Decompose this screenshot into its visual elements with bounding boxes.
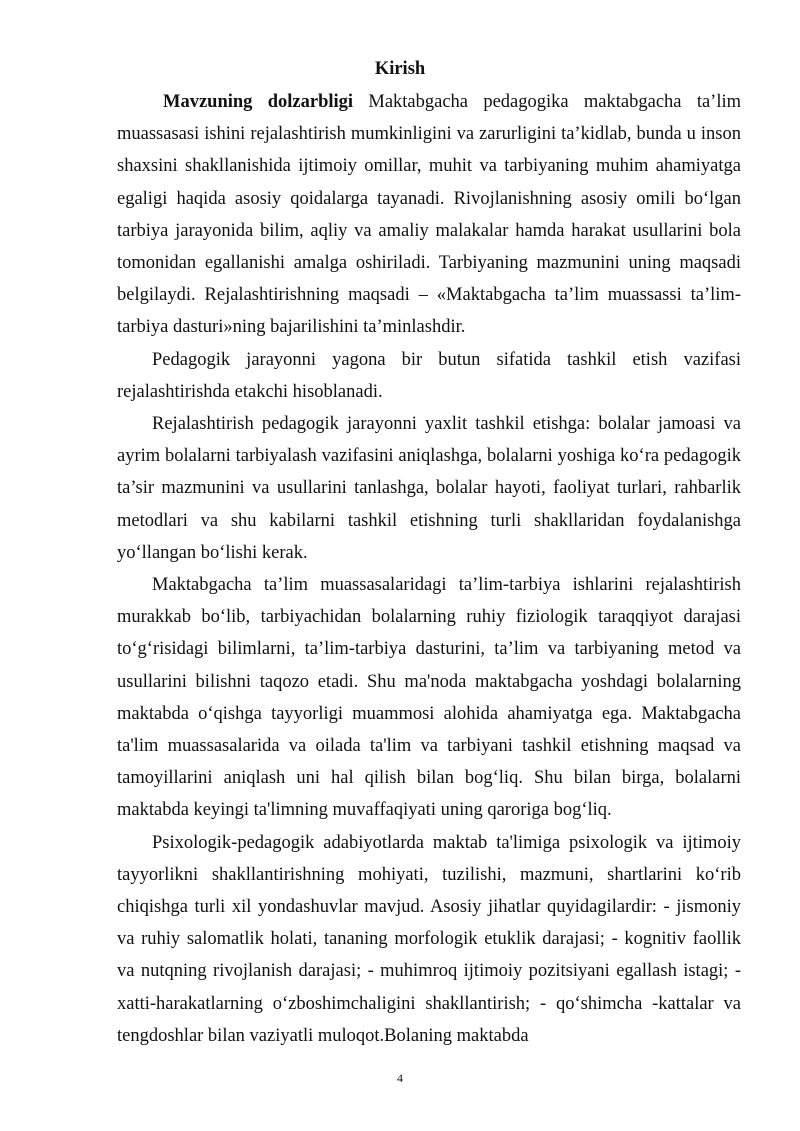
paragraph-1-text: Maktabgacha pedagogika maktabgacha ta’lim muassasasi ishini rejalashtirish mumkinligini va zarurligini ta’kidlab, bunda u inson shaxsini shakllanishida ijtimoiy omillar, muhit va tarbiyaning muhim ahamiyatga egaligi haqida asosiy qoidalarga tayanadi. Rivojlanishning asosiy omili bo‘lgan tarbiya jarayonida bilim, aqliy va amaliy malakalar hamda harakat usullarini bola tomonidan egallanishi amalga oshiriladi. Tarbiyaning mazmunini uning maqsadi belgilaydi. Rejalashtirishning maqsadi – «Maktabgacha ta’lim muassassi ta’lim-tarbiya dasturi»ning bajarilishini ta’minlashdir. — [117, 92, 741, 338]
paragraph-1 — [117, 86, 741, 344]
paragraph-2: Pedagogik jarayonni yagona bir butun sifatida tashkil etish vazifasi rejalashtirishda etakchi hisoblanadi. — [117, 349, 741, 402]
paragraph-3: Rejalashtirish pedagogik jarayonni yaxlit tashkil etishga: bolalar jamoasi va ayrim bolalarni tarbiyalash vazifasini aniqlashga, bolalarni yoshiga ko‘ra pedagogik ta’sir mazmunini va usullarini tanlashga, bolalar hayoti, faoliyat turlari, rahbarlik metodlari va shu kabilarni tashkil etishning turli shakllaridan foydalanishga yo‘llangan bo‘lishi kerak. — [117, 414, 741, 563]
body-text — [117, 86, 741, 1052]
paragraph-4: Maktabgacha ta’lim muassasalaridagi ta’lim-tarbiya ishlarini rejalashtirish murakkab bo‘lib, tarbiyachidan bolalarning ruhiy fiziologik taraqqiyot darajasi to‘g‘risidagi bilimlarni, ta’lim-tarbiya dasturini, ta’lim va tarbiyaning metod va usullarini bilishni taqozo etadi. Shu ma'noda maktabgacha yoshdagi bolalarning maktabda o‘qishga tayyorligi muammosi alohida ahamiyatga ega. Maktabgacha ta'lim muassasalarida va oilada ta'lim va tarbiyani tashkil etishning maqsad va tamoyillarini aniqlash uni hal qilish bilan bog‘liq. Shu bilan birga, bolalarni maktabda keyingi ta'limning muvaffaqiyati uning qaroriga bog‘liq. — [117, 575, 741, 821]
page-number: 4 — [397, 1071, 403, 1085]
section-heading: Kirish — [374, 59, 426, 79]
paragraph-5: Psixologik-pedagogik adabiyotlarda maktab ta'limiga psixologik va ijtimoiy tayyorlikni shakllantirishning mohiyati, tuzilishi, mazmuni, shartlarini ko‘rib chiqishga turli xil yondashuvlar mavjud. Asosiy jihatlar quyidagilardir: - jismoniy va ruhiy salomatlik holati, tananing morfologik etuklik darajasi; - kognitiv faollik va nutqning rivojlanish darajasi; - muhimroq ijtimoiy pozitsiyani egallash istagi; - xatti-harakatlarning o‘zboshimchaligini shakllantirish; - qo‘shimcha -kattalar va tengdoshlar bilan vaziyatli muloqot.Bolaning maktabda — [117, 832, 741, 1046]
paragraph-lead: Mavzuning dolzarbligi — [163, 92, 354, 112]
